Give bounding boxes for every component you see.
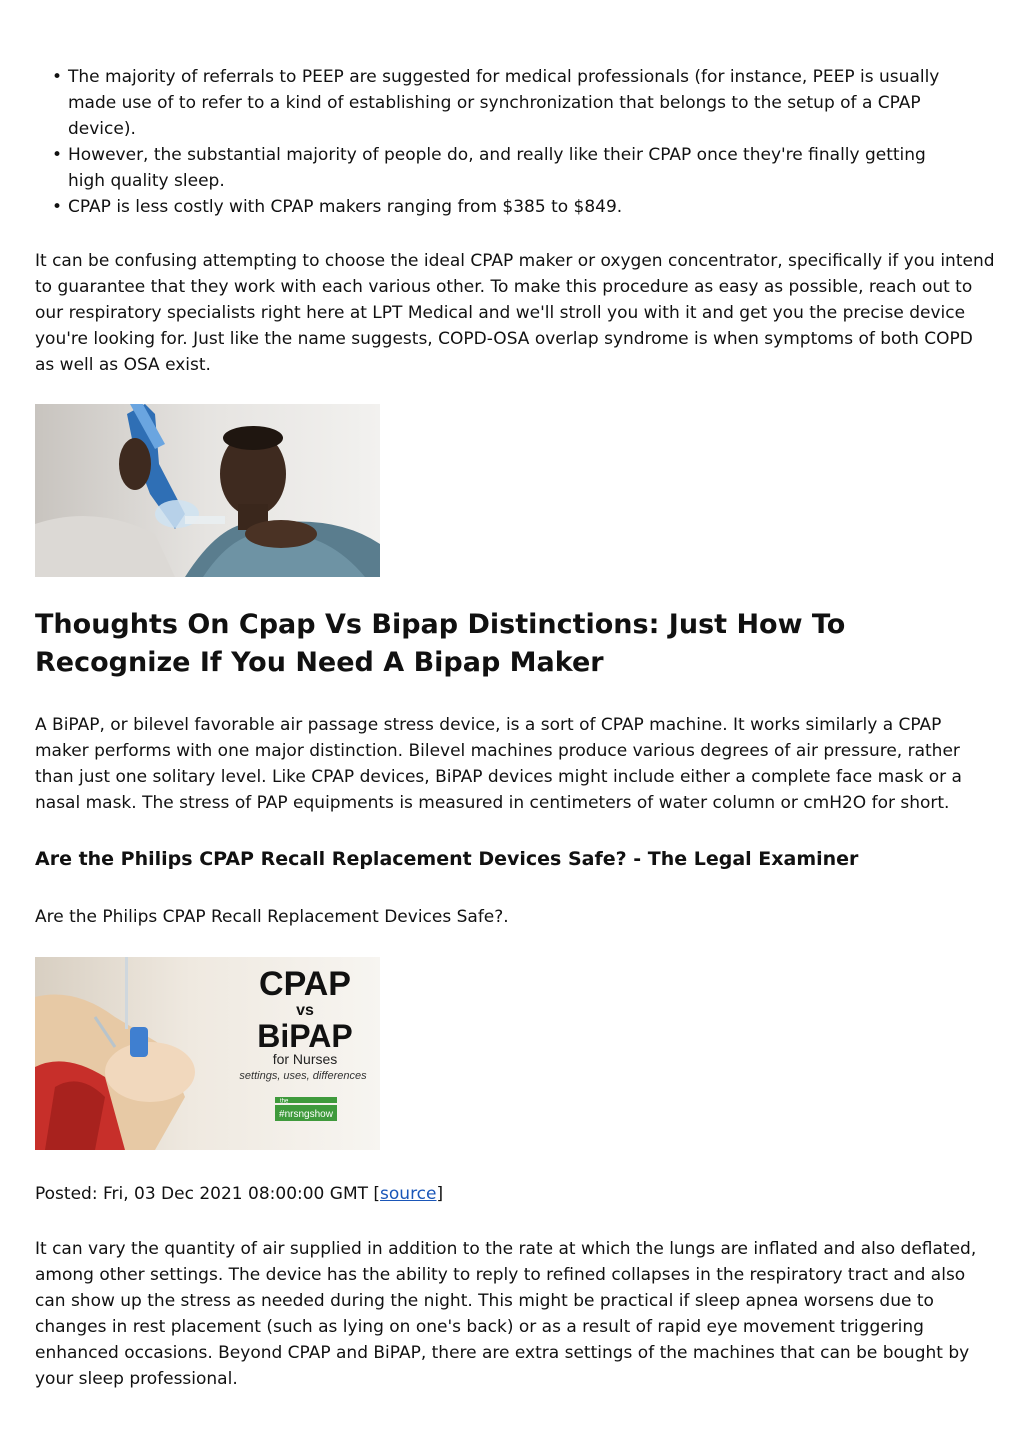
image-subtitle: for Nurses — [272, 1051, 338, 1067]
list-item: • The majority of referrals to PEEP are suggested for medical professionals (for instance, PEEP is usually made use of to refer to a kind of establishing or synchronization that belongs to the setup of a CPAP device). — [52, 64, 952, 142]
main-heading: Thoughts On Cpap Vs Bipap Distinctions: Just How To Recognize If You Need A Bipap Maker — [35, 609, 846, 678]
badge-top-text: the — [280, 1098, 289, 1105]
bullet-list — [52, 64, 952, 220]
list-item: • CPAP is less costly with CPAP makers ranging from $385 to $849. — [52, 194, 952, 220]
sub-paragraph: Are the Philips CPAP Recall Replacement Devices Safe?. — [35, 907, 509, 927]
man-holding-cpap-mask-image — [35, 404, 380, 577]
image-title-cpap: CPAP — [259, 965, 351, 1003]
image-caption: settings, uses, differences — [239, 1070, 367, 1082]
cpap-vs-bipap-nurses-image — [35, 957, 380, 1150]
posted-suffix: ] — [436, 1184, 444, 1204]
intro-paragraph: It can be confusing attempting to choose the ideal CPAP maker or oxygen concentrator, specifically if you intend to guarantee that they work with each various other. To make this procedure as easy as possible, reach out to our respiratory specialists right here at LPT Medical and we'll stroll you with it and get you the precise device you're looking for. Just like the name suggests, COPD-OSA overlap syndrome is when symptoms of both COPD as well as OSA exist. — [35, 251, 995, 375]
posted-date: Posted: Fri, 03 Dec 2021 08:00:00 GMT [ — [35, 1184, 381, 1204]
bipap-paragraph: A BiPAP, or bilevel favorable air passage stress device, is a sort of CPAP machine. It works similarly a CPAP maker performs with one major distinction. Bilevel machines produce various degrees of air pressure, rather than just one solitary level. Like CPAP devices, BiPAP devices might include either a complete face mask or a nasal mask. The stress of PAP equipments is measured in centimeters of water column or cmH2O for short. — [35, 715, 962, 813]
closing-paragraph: It can vary the quantity of air supplied in addition to the rate at which the lungs are inflated and also deflated, among other settings. The device has the ability to reply to refined collapses in the respiratory tract and also can show up the stress as needed during the night. This might be practical if sleep apnea worsens due to changes in rest placement (such as lying on one's back) or as a result of rapid eye movement triggering enhanced occasions. Beyond CPAP and BiPAP, there are extra settings of the machines that can be bought by your sleep professional. — [35, 1239, 977, 1389]
badge-text: #nrsngshow — [279, 1109, 333, 1120]
image-title-vs: vs — [296, 1002, 314, 1019]
posted-line — [35, 1181, 995, 1207]
source-link[interactable]: source — [380, 1184, 437, 1204]
list-item: • However, the substantial majority of people do, and really like their CPAP once they're finally getting high quality sleep. — [52, 142, 952, 194]
sub-heading: Are the Philips CPAP Recall Replacement Devices Safe? - The Legal Examiner — [35, 848, 859, 870]
image-title-bipap: BiPAP — [257, 1018, 353, 1054]
